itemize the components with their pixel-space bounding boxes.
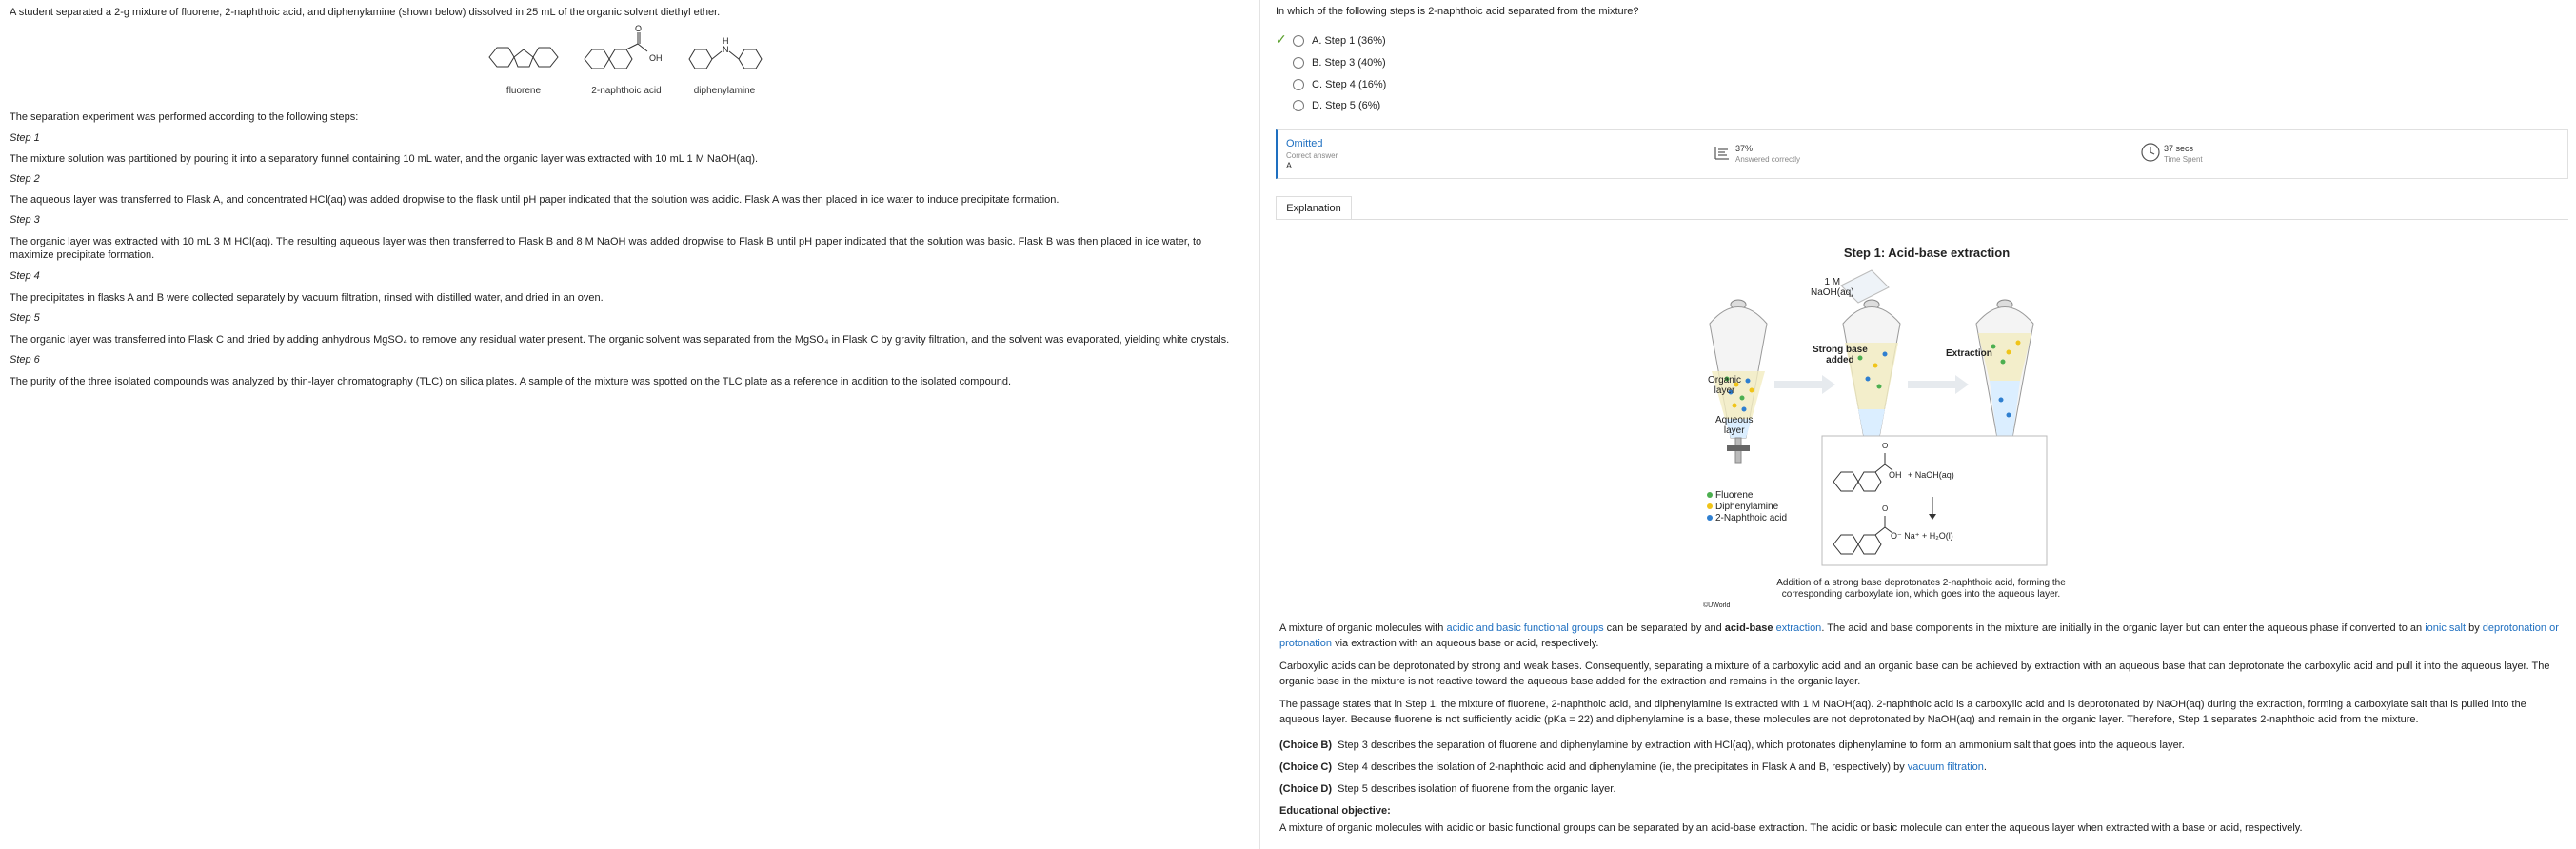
link-vacuum-filtration[interactable]: vacuum filtration [1907, 761, 1984, 773]
text: can be separated by and [1603, 622, 1725, 634]
extraction-label: Extraction [1946, 348, 1992, 359]
rxn-bot-o: O [1882, 504, 1889, 513]
text: . The acid and base components in the mixture are initially in the organic layer but can enter the aqueous phase if converted to an [1821, 622, 2426, 634]
correct-check-icon: ✓ [1276, 31, 1287, 47]
option-pct: (16%) [1357, 79, 1387, 90]
edu-objective-title: Educational objective: [1279, 805, 1391, 817]
structure-label-diphenylamine: diphenylamine [693, 86, 756, 96]
edu-objective-text: A mixture of organic molecules with acidic or basic functional groups can be separated by an acid-base extraction. The acidic or basic molecule can enter the aqueous layer when extracted with a base or acid, respectively. [1279, 822, 2303, 834]
answer-option-a[interactable] [1293, 33, 1386, 49]
rxn-top-reagent: + NaOH(aq) [1908, 470, 1954, 480]
question-pane [0, 0, 1258, 849]
status-omitted: Omitted [1286, 138, 1323, 149]
text: via extraction with an aqueous base or acid, respectively. [1332, 638, 1599, 649]
fluorene-structure [485, 38, 562, 76]
reagent-label: 1 M NaOH(aq) [1811, 277, 1854, 298]
option-letter: C. [1312, 79, 1322, 90]
time-label: Time Spent [2164, 155, 2203, 164]
step-text: The purity of the three isolated compounds was analyzed by thin-layer chromatography (TLC) on silica plates. A sample of the mixture was spotted on the TLC plate as a reference in addition to the isolated compound. [10, 376, 1012, 387]
structures-row [485, 24, 771, 103]
choice-d-explanation [1279, 781, 2565, 797]
text: acid-base [1724, 622, 1773, 634]
time-value: 37 secs [2164, 144, 2194, 153]
answer-pane [1260, 0, 2576, 849]
link-extraction[interactable]: extraction [1775, 622, 1822, 634]
step-title: Step 5 [10, 312, 40, 324]
chart-bars-icon [1714, 144, 1731, 161]
option-pct: (6%) [1357, 100, 1381, 111]
correct-answer-label: Correct answer [1286, 151, 1338, 160]
explanation-para-1 [1279, 621, 2565, 651]
option-text: Step 5 [1325, 100, 1356, 111]
text: Step 3 describes the separation of fluorene and diphenylamine by extraction with HCl(aq), which protonates diphenylamine to form an ammonium salt that goes into the aqueous layer. [1338, 740, 2185, 751]
link-deprotonation[interactable]: deprotonation or protonation [1279, 622, 2559, 649]
carbonyl-o-label: O [635, 24, 643, 33]
extraction-figure [1660, 267, 2136, 609]
organic-layer-label: Organic layer [1708, 375, 1742, 396]
link-functional-groups[interactable]: acidic and basic functional groups [1446, 622, 1604, 634]
choice-label: (Choice B) [1279, 740, 1332, 751]
question-intro: A student separated a 2-g mixture of fluorene, 2-naphthoic acid, and diphenylamine (shown below) dissolved in 25 mL of the organic solvent diethyl ether. [10, 7, 721, 18]
hydroxyl-label: OH [649, 53, 663, 63]
explanation-para-2: Carboxylic acids can be deprotonated by strong and weak bases. Consequently, separating a mixture of a carboxylic acid and an organic base can be achieved by extraction with an aqueous base that can deprotonate the carboxylic acid and pull it into the aqueous layer. The organic base in the mixture is not reactive toward the aqueous base added for the extraction and remains in the organic layer. [1279, 661, 2550, 687]
explanation-para-3: The passage states that in Step 1, the mixture of fluorene, 2-naphthoic acid, and diphenylamine is extracted with 1 M NaOH(aq). 2-naphthoic acid is a carboxylic acid and is deprotonated by NaOH(aq) during the extraction, forming a carboxylate salt that is pulled into the aqueous layer. Because fluorene is not sufficiently acidic (pKa = 22) and diphenylamine is a base, these molecules are not deprotonated by NaOH(aq) and remain in the organic layer. Therefore, Step 1 separates 2-naphthoic acid from the mixture. [1279, 699, 2526, 725]
legend-naphthoic: 2-Naphthoic acid [1715, 513, 1788, 523]
step-text: The mixture solution was partitioned by pouring it into a separatory funnel containing 10 mL water, and the organic layer was extracted with 10 mL 1 M NaOH(aq). [10, 153, 759, 165]
step-text: The organic layer was extracted with 10 mL 3 M HCl(aq). The resulting aqueous layer was then transferred to Flask B and 8 M NaOH was added dropwise to Flask B until pH paper indicated that the solution was basic. Flask B was then placed in ice water, to maximize precipitate formation. [10, 236, 1202, 261]
choice-label: (Choice D) [1279, 783, 1332, 795]
tab-underline [1276, 219, 2568, 220]
option-letter: D. [1312, 100, 1322, 111]
choice-label: (Choice C) [1279, 761, 1332, 773]
step-title: Step 2 [10, 173, 40, 185]
choice-c-explanation [1279, 760, 2565, 775]
stats-bar [1276, 129, 2568, 179]
radio-icon[interactable] [1293, 100, 1304, 111]
steps-lead: The separation experiment was performed according to the following steps: [10, 111, 359, 123]
amine-n-label: N [723, 45, 729, 54]
option-letter: A. [1312, 35, 1322, 47]
step-text: The organic layer was transferred into Flask C and dried by adding anhydrous MgSO₄ to remove any residual water present. The organic solvent was separated from the MgSO₄ in Flask C by gravity filtration, and the solvent was evaporated, yielding white crystals. [10, 334, 1230, 346]
figure-caption: Addition of a strong base deprotonates 2-naphthoic acid, forming the corresponding carboxylate ion, which goes into the aqueous layer. [1776, 578, 2066, 600]
step-title: Step 6 [10, 354, 40, 365]
link-ionic-salt[interactable]: ionic salt [2425, 622, 2467, 634]
text: by [2466, 622, 2483, 634]
answer-prompt: In which of the following steps is 2-naphthoic acid separated from the mixture? [1276, 6, 1639, 17]
text: Step 4 describes the isolation of 2-naphthoic acid and diphenylamine (ie, the precipitates in Flask A and B, respectively) by [1338, 761, 1908, 773]
text: Step 5 describes isolation of fluorene from the organic layer. [1338, 783, 1616, 795]
correct-answer-value: A [1286, 161, 1293, 170]
structure-label-fluorene: fluorene [505, 86, 542, 96]
aqueous-layer-label: Aqueous layer [1715, 415, 1754, 436]
copyright: ©UWorld [1703, 602, 1731, 609]
step-title: Step 3 [10, 214, 40, 226]
option-text: Step 1 [1324, 35, 1356, 47]
step-text: The precipitates in flasks A and B were collected separately by vacuum filtration, rinsed with distilled water, and dried in an oven. [10, 292, 604, 304]
option-pct: (36%) [1357, 35, 1386, 47]
clock-icon [2140, 142, 2161, 163]
reaction-box [1822, 436, 2047, 565]
answer-option-b[interactable] [1293, 55, 1386, 70]
legend-dot-diphenylamine [1707, 503, 1713, 509]
option-text: Step 3 [1324, 57, 1356, 69]
rxn-top-o: O [1882, 442, 1889, 450]
legend-fluorene: Fluorene [1715, 490, 1754, 501]
choice-b-explanation [1279, 738, 2565, 753]
step-title: Step 1 [10, 132, 40, 144]
answer-option-d[interactable] [1293, 98, 1380, 113]
answer-option-c[interactable] [1293, 77, 1386, 92]
option-pct: (40%) [1357, 57, 1386, 69]
step-title: Step 4 [10, 270, 40, 282]
step-text: The aqueous layer was transferred to Flask A, and concentrated HCl(aq) was added dropwise to the flask until pH paper indicated that the solution was acidic. Flask A was then placed in ice water to induce precipitate formation. [10, 194, 1060, 206]
text: A mixture of organic molecules with [1279, 622, 1447, 634]
tab-explanation[interactable]: Explanation [1276, 196, 1352, 220]
amine-h-label: H [723, 36, 729, 46]
structure-label-naphthoic: 2-naphthoic acid [591, 86, 662, 96]
answered-label: Answered correctly [1735, 155, 1801, 164]
legend-diphenylamine: Diphenylamine [1715, 502, 1779, 512]
rxn-bottom: O⁻ Na⁺ + H₂O(l) [1891, 531, 1953, 541]
legend-dot-fluorene [1707, 492, 1713, 498]
answered-pct: 37% [1735, 144, 1754, 153]
option-text: Step 4 [1325, 79, 1356, 90]
legend-dot-naphthoic [1707, 515, 1713, 521]
radio-icon[interactable] [1293, 35, 1304, 47]
radio-icon[interactable] [1293, 79, 1304, 90]
radio-icon[interactable] [1293, 57, 1304, 69]
text: . [1983, 761, 1987, 773]
strong-base-label: Strong base added [1813, 345, 1868, 365]
option-letter: B. [1312, 57, 1322, 69]
figure-title: Step 1: Acid-base extraction [1843, 246, 2011, 260]
rxn-top-oh: OH [1889, 470, 1902, 480]
